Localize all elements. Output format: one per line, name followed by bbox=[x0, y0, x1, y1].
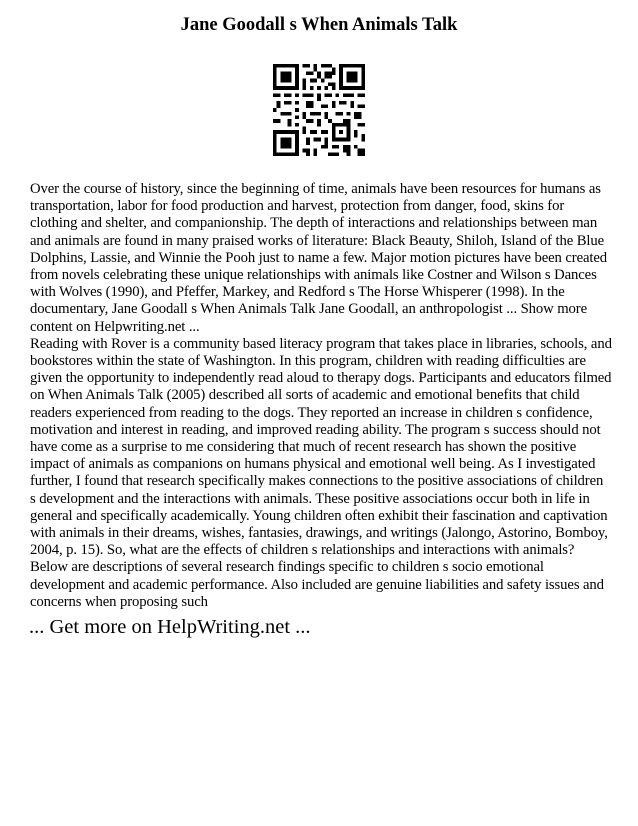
article-body bbox=[30, 181, 612, 611]
get-more-link[interactable]: ... Get more on HelpWriting.net ... bbox=[29, 616, 311, 638]
paragraph-2: Reading with Rover is a community based literacy program that takes place in libraries, schools, and bookstores within the state of Washington. In this program, children with reading difficulties are given the opportunity to independently read aloud to therapy dogs. Participants and educators filmed on When Animals Talk (2005) described all sorts of academic and emotional benefits that child readers experienced from reading to the dogs. They reported an increase in children s confidence, motivation and interest in reading, and improved reading ability. The program s success should not have come as a surprise to me considering that much of recent research has shown the positive impact of animals as companions on humans physical and emotional well being. As I investigated further, I found that research specifically makes connections to the positive associations of children s development and the interactions with animals. These positive associations occur both in life in general and specifically academically. Young children often exhibit their fascination and captivation with animals in their dreams, wishes, fantasies, drawings, and writings (Jalongo, Astorino, Bomboy, 2004, p. 15). So, what are the effects of children s relationships and interactions with animals? Below are descriptions of several research findings specific to children s socio emotional development and academic performance. Also included are genuine liabilities and safety issues and concerns when proposing such bbox=[30, 335, 612, 610]
qr-code-icon bbox=[273, 64, 365, 156]
page-title: Jane Goodall s When Animals Talk bbox=[180, 15, 458, 35]
paragraph-1: Over the course of history, since the beginning of time, animals have been resources for humans as transportation, labor for food production and harvest, protection from danger, food, skins for clothing and shelter, and companionship. The depth of interactions and relationships between man and animals are found in many praised works of literature: Black Beauty, Shiloh, Island of the Blue Dolphins, Lassie, and Winnie the Pooh just to name a few. Major motion pictures have been created from novels celebrating these unique relationships with animals like Costner and Wilson s Dances with Wolves (1990), and Pfeffer, Markey, and Redford s The Horse Whisperer (1998). In the documentary, Jane Goodall s When Animals Talk Jane Goodall, an anthropologist ... Show more content on Helpwriting.net ... bbox=[30, 181, 608, 335]
